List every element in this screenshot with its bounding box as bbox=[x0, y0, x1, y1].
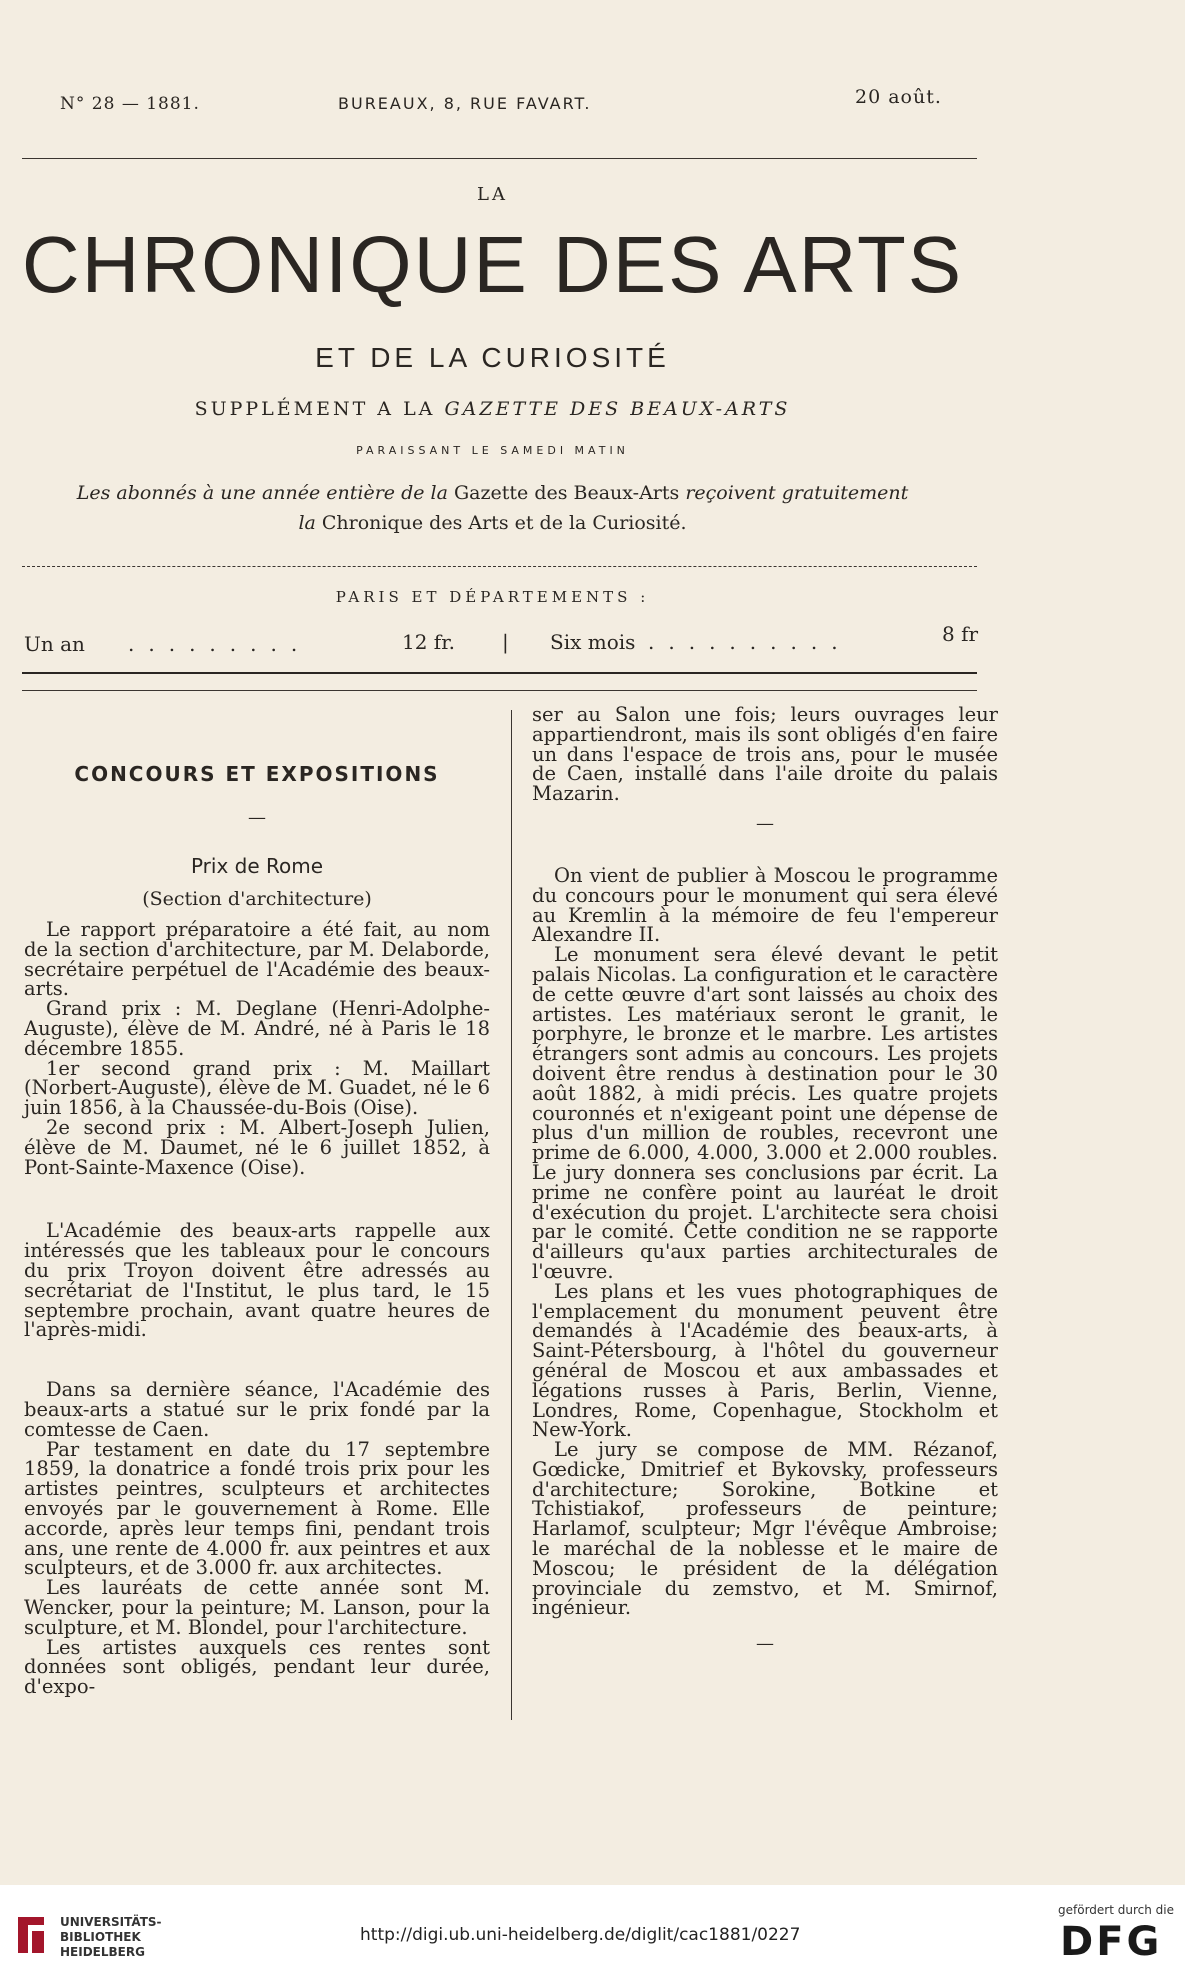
library-logo-icon bbox=[14, 1913, 48, 1957]
library-line-2: BIBLIOTHEK bbox=[60, 1930, 141, 1944]
price-separator: | bbox=[502, 630, 509, 654]
subscribers-text-e: Chronique des Arts et de la Curiosité. bbox=[321, 512, 687, 534]
masthead-subtitle: ET DE LA CURIOSITÉ bbox=[315, 342, 670, 373]
paragraph-plans: Les plans et les vues photographiques de l'emplacement du monument peuvent être demandés à l'Académie des beaux-arts, à Saint-Pétersbourg, à l'hôtel du gouverneur général de Moscou et aux ambassades et légations russes à Paris, Berlin, Vienne, Londres, Rome, Copenhague, Stockholm et New-York. bbox=[532, 1279, 998, 1442]
article-title: Prix de Rome bbox=[190, 854, 324, 878]
pricing-rule-bottom bbox=[22, 690, 977, 691]
library-line-3: HEIDELBERG bbox=[60, 1945, 145, 1959]
funded-by: gefördert durch die bbox=[1058, 1903, 1174, 1917]
paragraph-caen-4: Les artistes auxquels ces rentes sont données sont obligés, pendant leur durée, d'expo- bbox=[24, 1635, 490, 1699]
price-half-amount: 8 fr bbox=[942, 622, 979, 646]
header-rule bbox=[22, 158, 977, 159]
column-divider bbox=[511, 710, 512, 1720]
masthead-title: CHRONIQUE DES ARTS bbox=[21, 220, 964, 309]
subscribers-text-b: Gazette des Beaux-Arts bbox=[454, 482, 680, 504]
price-year-leader: ......... bbox=[128, 632, 312, 656]
paragraph-caen-1: Dans sa dernière séance, l'Académie des beaux-arts a statué sur le prix fondé par la comtesse de Caen. bbox=[24, 1378, 490, 1441]
footer-url[interactable]: http://digi.ub.uni-heidelberg.de/diglit/cac1881/0227 bbox=[360, 1925, 801, 1945]
left-column bbox=[24, 700, 490, 1697]
issue-number: N° 28 — 1881. bbox=[60, 94, 200, 114]
subscribers-notice bbox=[0, 478, 985, 538]
pricing-heading: PARIS ET DÉPARTEMENTS : bbox=[335, 588, 650, 606]
masthead-la: LA bbox=[477, 184, 508, 205]
paragraph-caen-3: Les lauréats de cette année sont M. Wencker, pour la peinture; M. Lanson, pour la sculpture, et M. Blondel, pour l'architecture. bbox=[24, 1576, 490, 1639]
bureaux-address: BUREAUX, 8, RUE FAVART. bbox=[338, 94, 592, 113]
right-dash: — bbox=[756, 812, 774, 834]
paragraph-premier-second: 1er second grand prix : M. Maillart (Norbert-Auguste), élève de M. Guadet, né le 6 juin 1856, à la Chaussée-du-Bois (Oise). bbox=[24, 1056, 490, 1120]
supplement-line bbox=[0, 398, 985, 420]
dfg-logo: DFG bbox=[1060, 1919, 1163, 1965]
article-subtitle: (Section d'architecture) bbox=[142, 888, 372, 910]
end-dash: — bbox=[756, 1633, 774, 1655]
pricing-rule-top bbox=[22, 672, 977, 674]
section-dash: — bbox=[248, 807, 266, 828]
paragraph-jury: Le jury se compose de MM. Rézanof, Gœdicke, Dmitrief et Bykovsky, professeurs d'architecture; Sorokine, Botkine et Tchistiakof, professeurs de peinture; Harlamof, sculpteur; Mgr l'évêque Ambroise; le maréchal de la noblesse et le maire de Moscou; le président de la délégation provinciale du zemstvo, et M. Smirnof, ingénieur. bbox=[532, 1438, 998, 1620]
paragraph-monument: Le monument sera élevé devant le petit palais Nicolas. La configuration et le caractère de cette œuvre d'art sont laissés au choix des artistes. Les matériaux seront le granit, le porphyre, le bronze et le marbre. Les artistes étrangers sont admis au concours. Les projets doivent être rendus à destination pour le 30 août 1882, à midi précis. Les quatre projets couronnés et n'exigeant point une dépense de plus d'un million de roubles, recevront une prime de 6.000, 4.000, 3.000 et 2.000 roubles. Le jury donnera ses conclusions par écrit. La prime ne confère point au lauréat le droit d'exécution du projet. L'architecte sera choisi par le comité. Cette condition ne se rapporte d'ailleurs qu'aux parties architecturales de l'œuvre. bbox=[532, 943, 998, 1283]
library-name bbox=[60, 1915, 162, 1960]
paragraph-continuation: ser au Salon une fois; leurs ouvrages leur appartiendront, mais ils sont obligés d'en faire un dans l'espace de trois ans, pour le musée de Caen, installé dans l'aile droite du palais Mazarin. bbox=[532, 703, 998, 806]
price-year-label: Un an bbox=[24, 632, 85, 656]
paragraph-troyon: L'Académie des beaux-arts rappelle aux intéressés que les tableaux pour le concours du prix Troyon doivent être adressés au secrétariat de l'Institut, le plus tard, le 15 septembre prochain, avant quatre heures de l'après-midi. bbox=[24, 1219, 490, 1342]
paragraph-caen-2: Par testament en date du 17 septembre 1859, la donatrice a fondé trois prix pour les artistes peintres, sculpteurs et architectes envoyés par le gouvernement à Rome. Elle accorde, après leur temps fini, pendant trois ans, une rente de 4.000 fr. aux peintres et aux sculpteurs, et de 3.000 fr. aux architectes. bbox=[24, 1437, 490, 1580]
paragraph-rapport: Le rapport préparatoire a été fait, au nom de la section d'architecture, par M. Delaborde, secrétaire perpétuel de l'Académie des beaux-arts. bbox=[24, 918, 490, 1001]
paragraph-deuxieme-second: 2e second prix : M. Albert-Joseph Julien, élève de M. Daumet, né le 6 juillet 1852, à Pont-Sainte-Maxence (Oise). bbox=[24, 1115, 490, 1179]
footer-bar bbox=[0, 1885, 1185, 1975]
subscribers-text-c: reçoivent gratuitement bbox=[685, 482, 909, 504]
right-column bbox=[532, 705, 998, 1656]
issue-date: 20 août. bbox=[855, 86, 942, 108]
section-title: CONCOURS ET EXPOSITIONS bbox=[74, 762, 440, 786]
paragraph-grand-prix: Grand prix : M. Deglane (Henri-Adolphe-Auguste), élève de M. André, né à Paris le 18 décembre 1855. bbox=[24, 997, 490, 1060]
price-year-amount: 12 fr. bbox=[402, 630, 455, 654]
subscribers-text-a: Les abonnés à une année entière de la bbox=[76, 482, 448, 504]
library-line-1: UNIVERSITÄTS- bbox=[60, 1915, 162, 1929]
supplement-prefix: SUPPLÉMENT A LA bbox=[194, 398, 436, 420]
supplement-journal: GAZETTE DES BEAUX-ARTS bbox=[444, 398, 791, 420]
price-half-leader: .......... bbox=[648, 630, 852, 654]
price-half-label: Six mois bbox=[550, 630, 636, 654]
subscribers-text-d: la bbox=[298, 512, 316, 534]
paragraph-moscou: On vient de publier à Moscou le programme du concours pour le monument qui sera élevé au Kremlin à la mémoire de feu l'empereur Alexandre II. bbox=[532, 863, 998, 947]
masthead-rule bbox=[22, 566, 977, 567]
schedule-line: PARAISSANT LE SAMEDI MATIN bbox=[356, 444, 629, 457]
